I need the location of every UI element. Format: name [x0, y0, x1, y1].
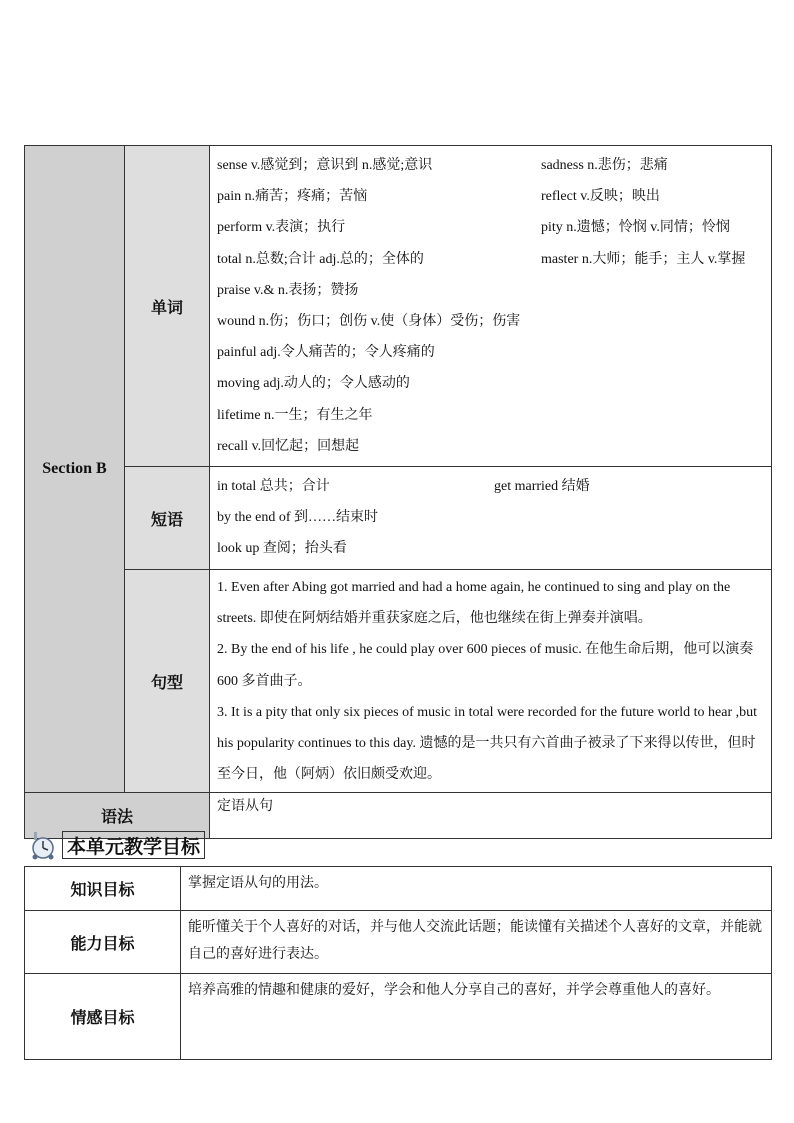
vocab-item: pity n.遗憾；怜悯 v.同情；怜悯: [541, 220, 730, 236]
goal-text: 掌握定语从句的用法。: [181, 867, 772, 911]
phrase-item: by the end of 到……结束时: [217, 510, 378, 526]
goal-text: 培养高雅的情趣和健康的爱好，学会和他人分享自己的喜好，并学会尊重他人的喜好。: [181, 974, 772, 1060]
vocab-label: [125, 146, 210, 467]
vocab-item: reflect v.反映；映出: [541, 189, 660, 205]
phrase-row: [217, 471, 764, 502]
vocab-row: [217, 181, 764, 212]
vocab-content: [210, 146, 772, 467]
vocab-row: [217, 212, 764, 243]
phrase-item: get married 结婚: [494, 479, 590, 495]
sentence-item: 2. By the end of his life , he could play over 600 pieces of music. 在他生命后期，他可以演奏 600 多首曲子。: [217, 642, 754, 689]
goals-heading-bar: [28, 830, 205, 860]
goal-text: 能听懂关于个人喜好的对话，并与他人交流此话题；能读懂有关描述个人喜好的文章，并能就自己的喜好进行表达。: [181, 911, 772, 974]
vocab-item: lifetime n.一生；有生之年: [217, 407, 373, 423]
goal-row: [25, 974, 772, 1060]
grammar-content: [210, 793, 772, 839]
vocab-row: [217, 150, 764, 181]
vocab-item: praise v.& n.表扬；赞扬: [217, 282, 359, 298]
goal-row: [25, 911, 772, 974]
vocab-item: wound n.伤；伤口；创伤 v.使（身体）受伤；伤害: [217, 314, 521, 330]
goals-heading: 本单元教学目标: [62, 831, 205, 859]
unit-table: [24, 145, 771, 839]
section-label: [25, 146, 125, 793]
sentences-label: [125, 570, 210, 793]
vocab-item: total n.总数;合计 adj.总的；全体的: [217, 251, 424, 267]
vocab-item: painful adj.令人痛苦的；令人疼痛的: [217, 345, 435, 361]
phrase-item: in total 总共；合计: [217, 479, 330, 495]
sentences-label-text: 句型: [150, 674, 183, 692]
sentences-content: [210, 570, 772, 793]
grammar-value: 定语从句: [217, 799, 273, 815]
goal-label: 能力目标: [25, 911, 181, 974]
vocab-row: [217, 244, 764, 275]
goals-table: [24, 866, 771, 1060]
clock-icon: [28, 830, 62, 860]
vocab-item: perform v.表演；执行: [217, 220, 346, 236]
phrase-item: look up 查阅；抬头看: [217, 541, 347, 557]
vocab-item: master n.大师；能手；主人 v.掌握: [541, 251, 746, 267]
sentence-item: 1. Even after Abing got married and had a home again, he continued to sing and play on the streets. 即使在阿炳结婚并重获家庭之后，他也继续在街上弹奏并演唱。: [217, 580, 731, 627]
section-text: Section B: [42, 460, 107, 478]
goal-label: 情感目标: [25, 974, 181, 1060]
vocab-item: sense v.感觉到；意识到 n.感觉;意识: [217, 158, 433, 173]
phrases-content: [210, 467, 772, 570]
phrases-label: [125, 467, 210, 570]
vocab-item: sadness n.悲伤；悲痛: [541, 158, 668, 173]
goal-label: 知识目标: [25, 867, 181, 911]
goal-row: [25, 867, 772, 911]
phrases-label-text: 短语: [150, 511, 183, 529]
sentence-item: 3. It is a pity that only six pieces of music in total were recorded for the future world to hear ,but his popularity continues to this day. 遗憾的是一共只有六首曲子被录了下来得以传世，但时至今日，他（阿炳）依旧颇受欢迎。: [217, 704, 758, 783]
vocab-item: recall v.回忆起；回想起: [217, 438, 360, 454]
vocab-item: pain n.痛苦；疼痛；苦恼: [217, 189, 368, 205]
vocab-item: moving adj.动人的；令人感动的: [217, 376, 410, 392]
grammar-label-text: 语法: [100, 809, 133, 827]
vocab-label-text: 单词: [150, 299, 183, 317]
